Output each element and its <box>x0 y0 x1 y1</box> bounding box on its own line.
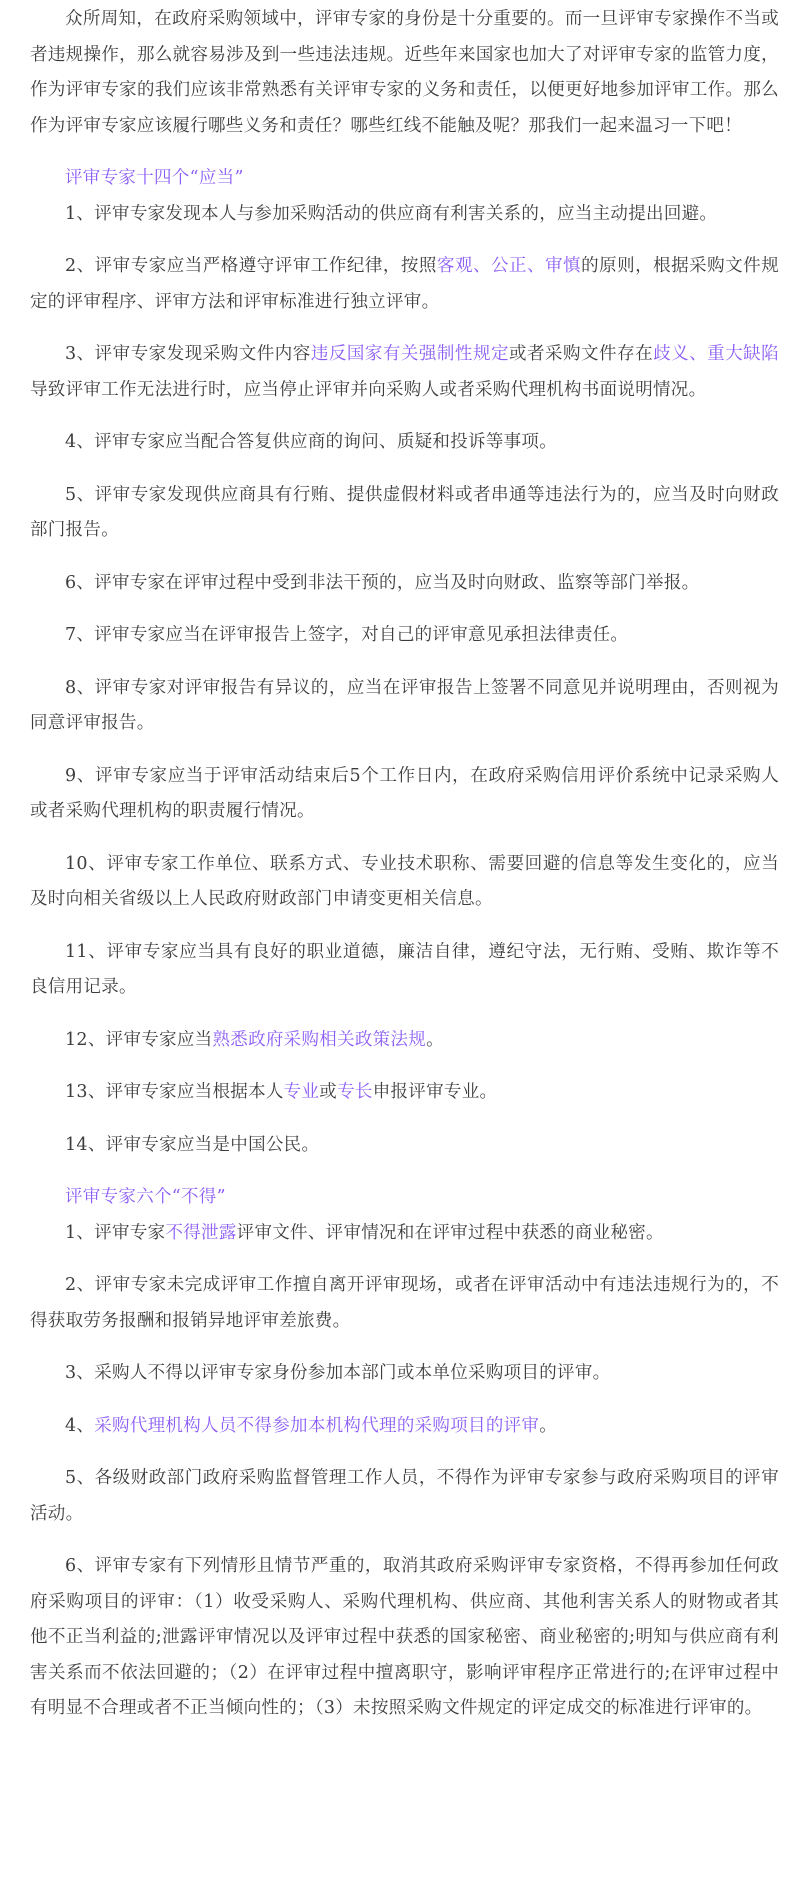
text-run: 评审文件、评审情况和在评审过程中获悉的商业秘密。 <box>236 1222 664 1243</box>
prohibition-item <box>30 1268 779 1339</box>
obligation-item <box>30 1023 779 1059</box>
obligation-item <box>30 197 779 233</box>
highlighted-text: 客观、公正、审慎 <box>436 256 582 276</box>
highlighted-text: 违反国家有关强制性规定 <box>310 344 509 364</box>
intro <box>30 2 779 144</box>
text-run: 14、评审专家应当是中国公民。 <box>65 1134 320 1155</box>
prohibition-item <box>30 1409 779 1445</box>
text-run: 5、各级财政部门政府采购监督管理工作人员，不得作为评审专家参与政府采购项目的评审活动。 <box>30 1468 779 1524</box>
text-run: 或 <box>319 1082 338 1102</box>
highlighted-text: 专长 <box>337 1082 373 1102</box>
obligation-item <box>30 1075 779 1111</box>
prohibition-item <box>30 1461 779 1532</box>
text-run: 10、评审专家工作单位、联系方式、专业技术职称、需要回避的信息等发生变化的，应当及时向相关省级以上人民政府财政部门申请变更相关信息。 <box>30 853 779 909</box>
highlighted-text: 歧义、重大缺陷 <box>653 344 779 364</box>
prohibition-item <box>30 1549 779 1727</box>
obligations-list <box>30 197 779 1164</box>
highlighted-text: 熟悉政府采购相关政策法规 <box>212 1029 427 1050</box>
text-run: 1、评审专家 <box>65 1222 166 1243</box>
intro-paragraph <box>30 2 779 144</box>
text-run: 3、采购人不得以评审专家身份参加本部门或本单位采购项目的评审。 <box>65 1363 611 1383</box>
text-run: 2、评审专家未完成评审工作擅自离开评审现场，或者在评审活动中有违法违规行为的，不得获取劳务报酬和报销异地评审差旅费。 <box>30 1275 779 1331</box>
text-run: 7、评审专家应当在评审报告上签字，对自己的评审意见承担法律责任。 <box>65 625 629 645</box>
text-run: 众所周知，在政府采购领域中，评审专家的身份是十分重要的。而一旦评审专家操作不当或者违规操作，那么就容易涉及到一些违法违规。近些年来国家也加大了对评审专家的监管力度，作为评审专家的我们应该非常熟悉有关评审专家的义务和责任，以便更好地参加评审工作。那么作为评审专家应该履行哪些义务和责任？哪些红线不能触及呢？那我们一起来温习一下吧！ <box>30 9 779 136</box>
obligation-item <box>30 425 779 461</box>
text-run: 的原则，根据采购文件规定的评审程序、评审方法和评审标准进行独立评审。 <box>30 256 780 312</box>
text-run: 1、评审专家发现本人与参加采购活动的供应商有利害关系的，应当主动提出回避。 <box>65 203 718 224</box>
section-heading-prohibitions: 评审专家六个“不得” <box>65 1187 226 1207</box>
obligation-item <box>30 478 779 549</box>
obligation-item <box>30 671 779 742</box>
text-run: 。 <box>539 1415 558 1436</box>
obligation-item <box>30 1128 779 1164</box>
text-run: 6、评审专家在评审过程中受到非法干预的，应当及时向财政、监察等部门举报。 <box>65 572 700 593</box>
text-run: 4、评审专家应当配合答复供应商的询问、质疑和投诉等事项。 <box>65 432 558 452</box>
text-run: 。 <box>426 1029 444 1050</box>
obligation-item <box>30 566 779 602</box>
text-run: 11、评审专家应当具有良好的职业道德，廉洁自律，遵纪守法，无行贿、受贿、欺诈等不良信用记录。 <box>30 941 779 997</box>
prohibitions-list <box>30 1216 779 1727</box>
obligation-item <box>30 847 779 918</box>
highlighted-text: 专业 <box>283 1082 320 1102</box>
prohibition-item <box>30 1216 779 1252</box>
text-run: 9、评审专家应当于评审活动结束后5个工作日内，在政府采购信用评价系统中记录采购人或者采购代理机构的职责履行情况。 <box>30 765 779 821</box>
highlighted-text: 采购代理机构人员不得参加本机构代理的采购项目的评审 <box>94 1415 540 1436</box>
obligation-item <box>30 249 779 320</box>
section-heading-obligations: 评审专家十四个“应当” <box>65 168 244 188</box>
text-run: 2、评审专家应当严格遵守评审工作纪律，按照 <box>65 256 437 276</box>
obligation-item <box>30 618 779 654</box>
text-run: 4、 <box>65 1415 95 1436</box>
text-run: 12、评审专家应当 <box>65 1029 213 1050</box>
text-run: 3、评审专家发现采购文件内容 <box>65 344 311 364</box>
obligation-item <box>30 759 779 830</box>
text-run: 6、评审专家有下列情形且情节严重的，取消其政府采购评审专家资格，不得再参加任何政府采购项目的评审：（1）收受采购人、采购代理机构、供应商、其他利害关系人的财物或者其他不正当利益的;泄露评审情况以及评审过程中获悉的国家秘密、商业秘密的;明知与供应商有利害关系而不依法回避的；（2）在评审过程中擅离职守，影响评审程序正常进行的;在评审过程中有明显不合理或者不正当倾向性的；（3）未按照采购文件规定的评定成交的标准进行评审的。 <box>30 1556 779 1718</box>
text-run: 导致评审工作无法进行时，应当停止评审并向采购人或者采购代理机构书面说明情况。 <box>30 379 707 400</box>
text-run: 13、评审专家应当根据本人 <box>65 1082 284 1102</box>
text-run: 5、评审专家发现供应商具有行贿、提供虚假材料或者串通等违法行为的，应当及时向财政部门报告。 <box>30 484 779 540</box>
text-run: 申报评审专业。 <box>372 1082 498 1102</box>
section-prohibitions <box>30 1180 779 1727</box>
highlighted-text: 不得泄露 <box>165 1222 237 1243</box>
obligation-item <box>30 935 779 1006</box>
text-run: 或者采购文件存在 <box>508 344 654 364</box>
obligation-item <box>30 337 779 408</box>
section-obligations <box>30 161 779 1163</box>
text-run: 8、评审专家对评审报告有异议的，应当在评审报告上签署不同意见并说明理由，否则视为同意评审报告。 <box>30 677 779 733</box>
prohibition-item <box>30 1356 779 1392</box>
